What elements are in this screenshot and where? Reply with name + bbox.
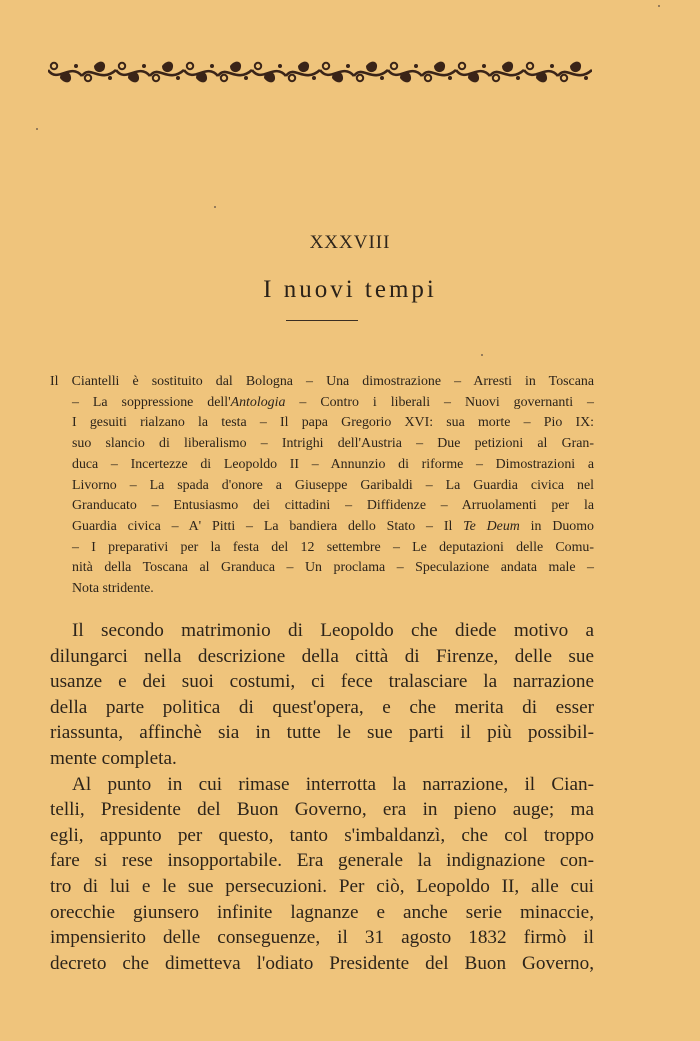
vine-motif <box>388 63 422 83</box>
vine-motif <box>422 62 456 82</box>
summary-line: Livorno – La spada d'onore a Giuseppe Garibaldi – La Guardia civica nel <box>72 477 594 493</box>
body-line: telli, Presidente del Buon Governo, era in pieno auge; ma <box>50 799 594 821</box>
paper-speck <box>481 354 483 356</box>
body-line: impensierito delle conseguenze, il 31 agosto 1832 firmò il <box>50 927 594 949</box>
title-divider <box>286 320 358 321</box>
summary-line: suo slancio di liberalismo – Intrighi dell'Austria – Due petizioni al Gran- <box>72 436 594 452</box>
floral-vine-border-icon <box>48 58 592 86</box>
body-line: della parte politica di quest'opera, e che merita di esser <box>50 696 594 718</box>
body-line: dilungarci nella descrizione della città di Firenze, delle sue <box>50 645 594 667</box>
vine-motif <box>558 62 592 82</box>
body-line: fare si rese insopportabile. Era generale la indignazione con- <box>50 850 594 872</box>
summary-line: Nota stridente. <box>72 581 154 597</box>
body-line: usanze e dei suoi costumi, ci fece tralasciare la narrazione <box>50 671 594 693</box>
body-line: decreto che dimetteva l'odiato Presidente del Buon Governo, <box>50 952 594 974</box>
summary-line: I gesuiti rialzano la testa – Il papa Gregorio XVI: sua morte – Pio IX: <box>72 415 594 431</box>
body-line: mente completa. <box>50 747 177 769</box>
body-line: Al punto in cui rimase interrotta la narrazione, il Cian- <box>72 773 594 795</box>
paper-speck <box>214 206 216 208</box>
vine-motif <box>150 62 184 82</box>
summary-line: – I preparativi per la festa del 12 settembre – Le deputazioni delle Comu- <box>72 539 594 555</box>
vine-motif <box>184 63 218 83</box>
paper-speck <box>658 5 660 7</box>
body-line: Il secondo matrimonio di Leopoldo che diede motivo a <box>72 620 594 641</box>
body-line: egli, appunto per questo, tanto s'imbaldanzì, che col troppo <box>50 824 594 846</box>
vine-motif <box>48 63 82 83</box>
paper-speck <box>36 128 38 130</box>
vine-motif <box>218 62 252 82</box>
summary-line: – La soppressione dell'Antologia – Contro i liberali – Nuovi governanti – <box>72 394 594 410</box>
summary-line: nità della Toscana al Granduca – Un proclama – Speculazione andata male – <box>72 560 594 576</box>
summary-line: Il Ciantelli è sostituito dal Bologna – Una dimostrazione – Arresti in Toscana <box>50 374 594 389</box>
vine-motif <box>82 62 116 82</box>
body-line: tro di lui e le sue persecuzioni. Per ciò, Leopoldo II, alle cui <box>50 875 594 897</box>
chapter-number: XXXVIII <box>309 232 391 253</box>
vine-motif <box>354 62 388 82</box>
body-line: riassunta, affinchè sia in tutte le sue parti il più possibil- <box>50 722 594 744</box>
vine-motif <box>286 62 320 82</box>
summary-line: Guardia civica – A' Pitti – La bandiera dello Stato – Il Te Deum in Duomo <box>72 518 594 534</box>
vine-motif <box>456 63 490 83</box>
body-text <box>50 618 594 976</box>
chapter-title: I nuovi tempi <box>263 276 437 303</box>
vine-motif <box>320 63 354 83</box>
vine-motif <box>524 63 558 83</box>
summary-line: duca – Incertezze di Leopoldo II – Annunzio di riforme – Dimostrazioni a <box>72 456 594 472</box>
vine-motif <box>116 63 150 83</box>
vine-motif <box>252 63 286 83</box>
vine-motif <box>490 62 524 82</box>
chapter-summary <box>50 372 594 600</box>
summary-line: Granducato – Entusiasmo dei cittadini – Diffidenze – Arruolamenti per la <box>72 498 594 514</box>
body-line: orecchie giunsero infinite lagnanze e anche serie minaccie, <box>50 901 594 923</box>
